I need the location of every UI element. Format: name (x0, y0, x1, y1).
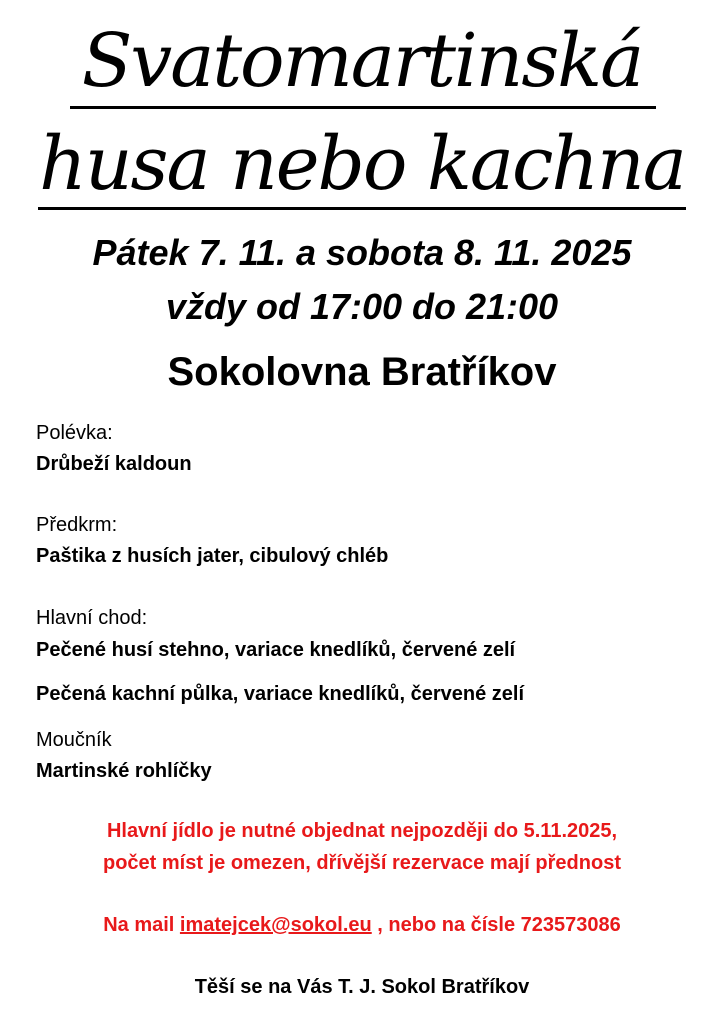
event-date: Pátek 7. 11. a sobota 8. 11. 2025 (92, 232, 632, 273)
title-underline-1 (70, 106, 656, 109)
main-dish-goose: Pečené husí stehno, variace knedlíků, červené zelí (36, 639, 516, 661)
event-time: vždy od 17:00 do 21:00 (165, 286, 559, 327)
phone-number: 723573086 (520, 914, 621, 936)
footer-signature: Těší se na Vás T. J. Sokol Bratříkov (194, 976, 530, 998)
venue: Sokolovna Bratříkov (167, 350, 557, 394)
soup-dish: Drůbeží kaldoun (36, 453, 192, 475)
soup-label: Polévka: (36, 422, 113, 444)
capacity-notice: počet míst je omezen, dřívější rezervace mají přednost (103, 852, 621, 874)
title-line-1: Svatomartinská (81, 18, 643, 104)
order-deadline-notice: Hlavní jídlo je nutné objednat nejpozději do 5.11.2025, (106, 820, 618, 842)
main-dish-duck: Pečená kachní půlka, variace knedlíků, červené zelí (36, 683, 525, 705)
title-underline-2 (38, 207, 686, 210)
email-link[interactable]: imatejcek@sokol.eu (179, 914, 372, 936)
contact-prefix: Na mail (103, 914, 180, 936)
dessert-label: Moučník (36, 729, 112, 751)
main-course-label: Hlavní chod: (36, 607, 148, 629)
starter-dish: Paštika z husích jater, cibulový chléb (36, 545, 389, 567)
contact-middle: , nebo na čísle (371, 914, 521, 936)
dessert-dish: Martinské rohlíčky (36, 760, 212, 782)
contact-line (0, 914, 724, 937)
title-line-2: husa nebo kachna (39, 121, 685, 207)
starter-label: Předkrm: (36, 514, 118, 536)
